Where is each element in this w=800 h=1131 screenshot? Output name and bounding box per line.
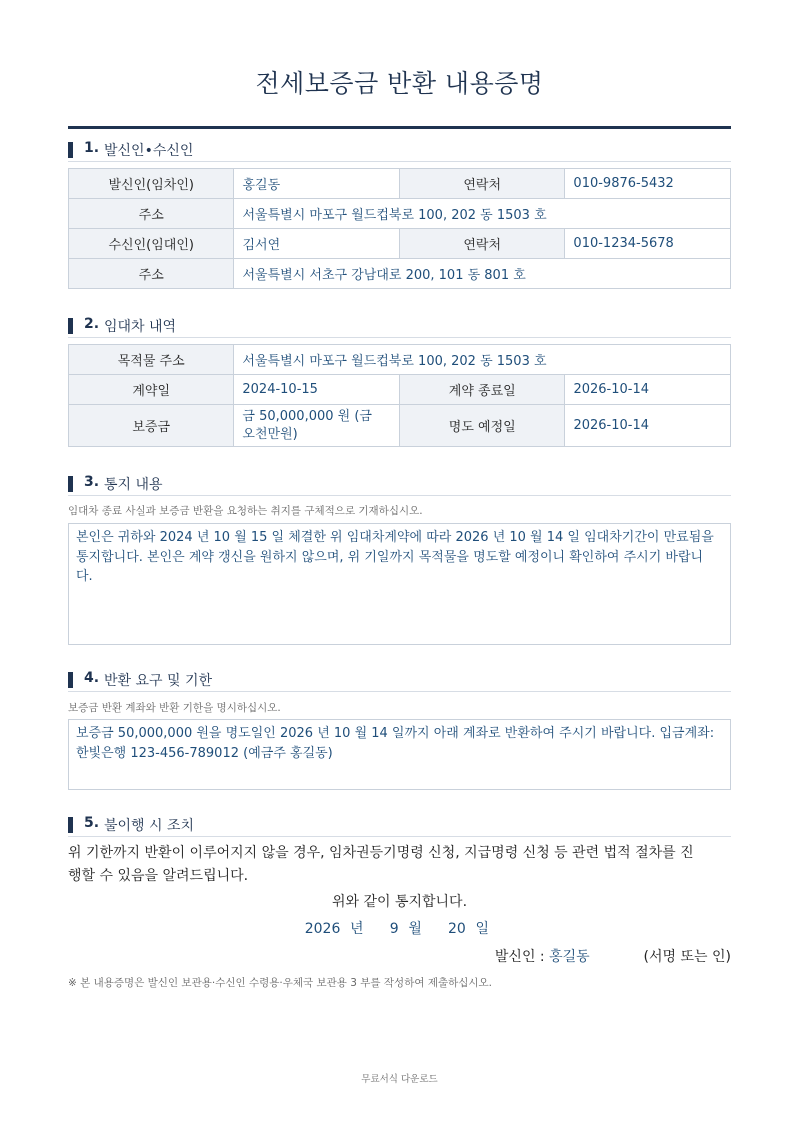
table-row (69, 199, 731, 229)
date-year-unit: 년 (350, 921, 364, 937)
default-action-line: 행할 수 있음을 알려드립니다. (68, 868, 249, 884)
notice-date (68, 918, 731, 938)
sender-signature (495, 946, 731, 966)
parties-table (68, 168, 731, 289)
table-row (69, 345, 731, 375)
table-row (69, 405, 731, 447)
section-marker (68, 476, 73, 492)
notice-hint: 임대차 종료 사실과 보증금 반환을 요청하는 취지를 구체적으로 기재하십시오. (68, 505, 423, 517)
handover-date-label: 명도 예정일 (400, 405, 565, 447)
section-number: 2. (84, 316, 100, 332)
receiver-address: 서울특별시 서초구 강남대로 200, 101 동 801 호 (234, 259, 731, 289)
contract-date-label: 계약일 (69, 375, 234, 405)
notice-line: 통지합니다. 본인은 계약 갱신을 원하지 않으며, 위 기일까지 목적물을 명도할 예정이니 확인하여 주시기 바랍니 (76, 549, 704, 565)
closing-statement: 위와 같이 통지합니다. (331, 894, 468, 910)
signature-mark: (서명 또는 인) (643, 949, 731, 965)
date-month: 9 (389, 921, 399, 937)
submission-note: ※ 본 내용증명은 발신인 보관용·수신인 수령용·우체국 보관용 3 부를 작성하여 제출하십시오. (68, 977, 493, 989)
receiver-phone: 010-1234-5678 (565, 229, 731, 259)
demand-line: 한빛은행 123-456-789012 (예금주 홍길동) (76, 745, 333, 761)
end-date-label: 계약 종료일 (400, 375, 565, 405)
table-row (69, 169, 731, 199)
sender-address-label: 주소 (69, 199, 234, 229)
section-number: 1. (84, 140, 100, 156)
section-marker (68, 142, 73, 158)
section-number: 5. (84, 815, 100, 831)
section-heading-default (68, 815, 731, 837)
document-title: 전세보증금 반환 내용증명 (255, 69, 544, 98)
default-action-text (68, 842, 731, 888)
section-number: 4. (84, 670, 100, 686)
notice-line: 본인은 귀하와 2024 년 10 월 15 일 체결한 위 임대차계약에 따라 2026 년 10 월 14 일 임대차기간이 만료됨을 (76, 530, 714, 545)
handover-date: 2026-10-14 (565, 405, 731, 447)
demand-content-box[interactable] (68, 719, 731, 790)
demand-hint: 보증금 반환 계좌와 반환 기한을 명시하십시오. (68, 702, 281, 714)
section-heading-notice (68, 474, 731, 496)
section-title: 발신인•수신인 (104, 143, 194, 159)
sender-contact-label: 연락처 (399, 169, 564, 199)
receiver-contact-label: 연락처 (399, 229, 564, 259)
demand-line: 보증금 50,000,000 원을 명도일인 2026 년 10 월 14 일까지 아래 계좌로 반환하여 주시기 바랍니다. 입금계좌: (76, 726, 715, 741)
receiver-label: 수신인(임대인) (69, 229, 234, 259)
sender-phone: 010-9876-5432 (565, 169, 731, 199)
signature-label: 발신인 : (494, 949, 545, 965)
end-date: 2026-10-14 (565, 375, 731, 405)
date-day-unit: 일 (475, 921, 490, 937)
deposit-line: 오천만원) (242, 426, 298, 442)
contract-date: 2024-10-15 (234, 375, 400, 405)
section-heading-parties (68, 140, 731, 162)
section-marker (68, 672, 73, 688)
notice-line: 다. (76, 569, 93, 584)
sender-name: 홍길동 (234, 169, 399, 199)
lease-table (68, 344, 731, 447)
date-day: 20 (448, 921, 466, 937)
object-address-label: 목적물 주소 (69, 345, 234, 375)
section-title: 임대차 내역 (104, 319, 177, 335)
deposit-label: 보증금 (69, 405, 234, 447)
signature-name: 홍길동 (549, 949, 590, 965)
deposit-line: 금 50,000,000 원 (금 (242, 408, 372, 424)
deposit-amount (234, 405, 400, 447)
sender-label: 발신인(임차인) (69, 169, 234, 199)
section-title: 반환 요구 및 기한 (104, 673, 213, 689)
section-heading-demand (68, 670, 731, 692)
object-address: 서울특별시 마포구 월드컵북로 100, 202 동 1503 호 (234, 345, 731, 375)
notice-content-box[interactable] (68, 523, 731, 645)
section-marker (68, 318, 73, 334)
section-marker (68, 817, 73, 833)
section-number: 3. (84, 474, 100, 490)
table-row (69, 229, 731, 259)
section-heading-lease (68, 316, 731, 338)
section-title: 통지 내용 (104, 477, 163, 493)
receiver-address-label: 주소 (69, 259, 234, 289)
table-row (69, 259, 731, 289)
title-divider (68, 126, 731, 129)
date-month-unit: 월 (408, 921, 422, 937)
footer-text: 무료서식 다운로드 (361, 1074, 438, 1085)
sender-address: 서울특별시 마포구 월드컵북로 100, 202 동 1503 호 (234, 199, 731, 229)
table-row (69, 375, 731, 405)
date-year: 2026 (304, 921, 341, 937)
default-action-line: 위 기한까지 반환이 이루어지지 않을 경우, 임차권등기명령 신청, 지급명령 신청 등 관련 법적 절차를 진 (68, 845, 694, 861)
section-title: 불이행 시 조치 (104, 818, 195, 834)
receiver-name: 김서연 (234, 229, 399, 259)
